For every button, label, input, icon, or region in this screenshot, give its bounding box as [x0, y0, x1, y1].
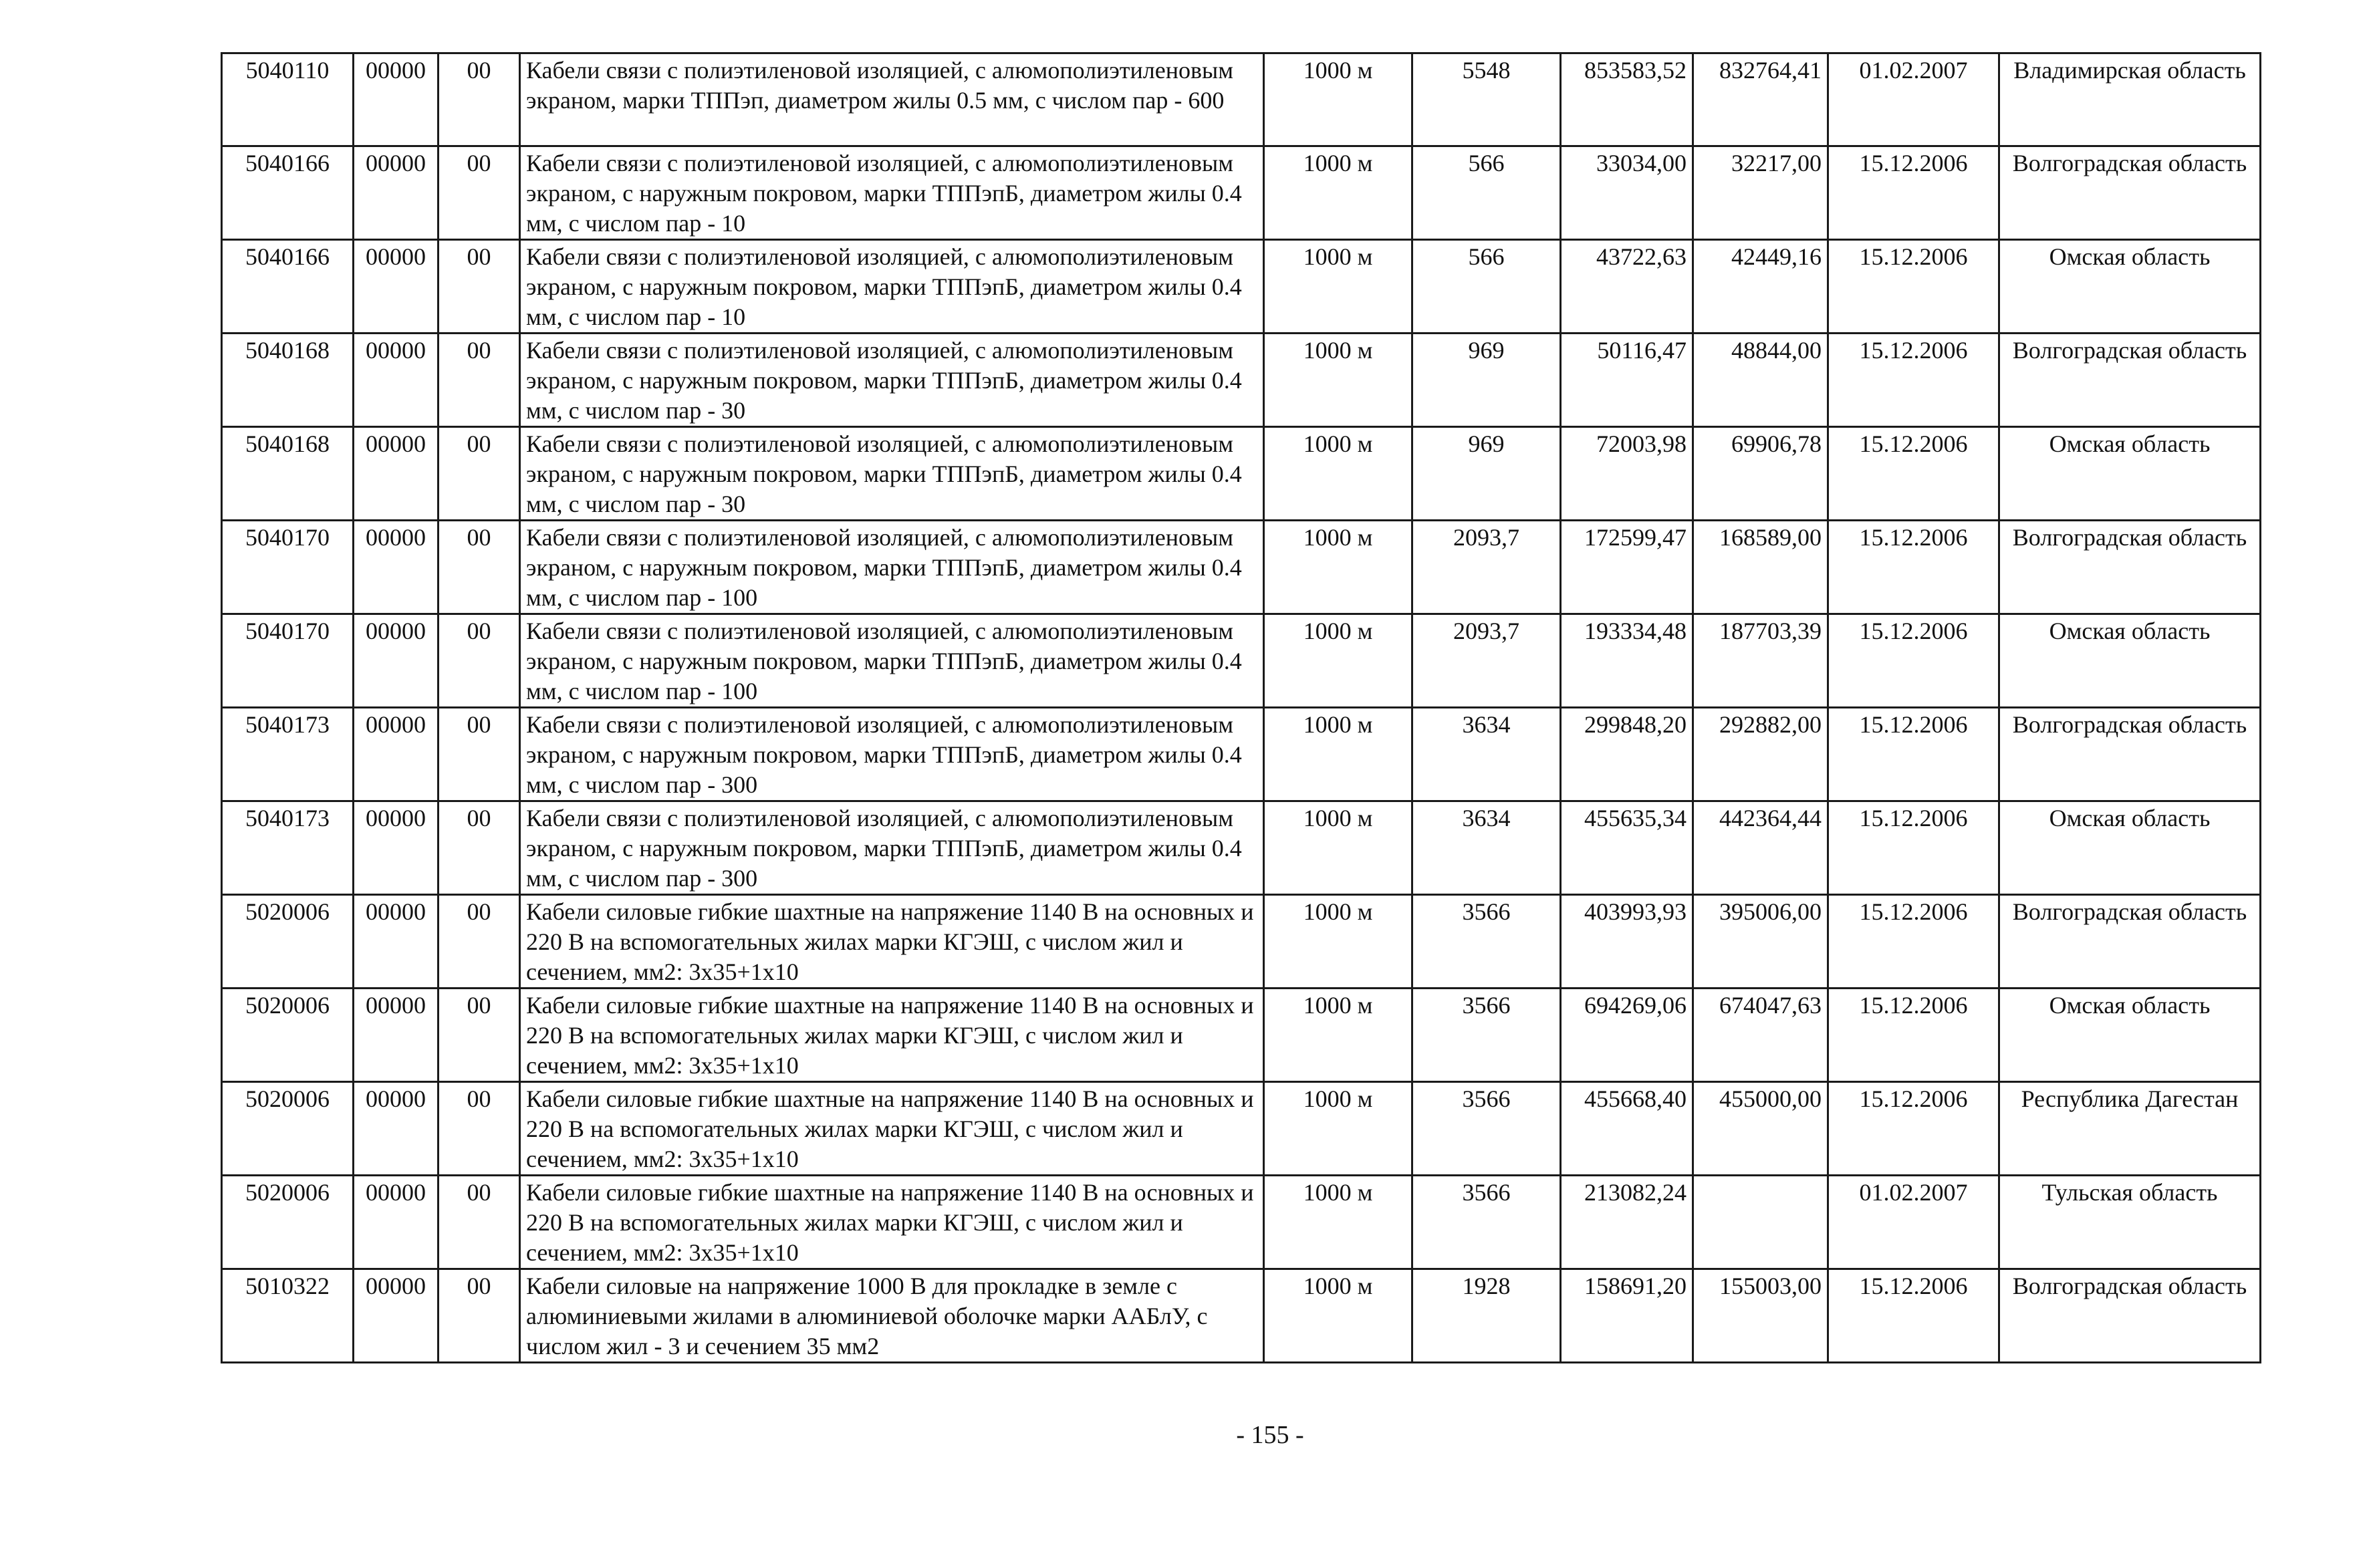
table-row: [222, 1176, 2261, 1269]
cell-subcode: 00000: [354, 989, 439, 1082]
cell-code: 5040168: [222, 334, 354, 427]
cell-region: Волгоградская область: [1999, 334, 2261, 427]
cell-name: Кабели связи с полиэтиленовой изоляцией, с алюмополиэтиленовым экраном, с наружным покровом, марки ТППэпБ, диаметром жилы 0.4 мм, с числом пар - 10: [520, 240, 1264, 334]
table-body: [222, 53, 2261, 1363]
cell-code: 5040170: [222, 614, 354, 708]
cell-price: 2093,7: [1412, 614, 1561, 708]
cell-name: Кабели силовые гибкие шахтные на напряжение 1140 В на основных и 220 В на вспомогательных жилах марки КГЭШ, с числом жил и сечением, мм2: 3х35+1х10: [520, 895, 1264, 989]
cell-price-net: 172599,47: [1561, 521, 1693, 614]
cell-unit: 1000 м: [1264, 334, 1412, 427]
cell-price-net: 193334,48: [1561, 614, 1693, 708]
cell-extension: 00: [439, 989, 520, 1082]
cell-price: 3634: [1412, 801, 1561, 895]
table-row: [222, 240, 2261, 334]
cell-price-net: 403993,93: [1561, 895, 1693, 989]
cell-price-alt: 187703,39: [1693, 614, 1828, 708]
cell-date: 15.12.2006: [1828, 1269, 1999, 1363]
cell-name: Кабели связи с полиэтиленовой изоляцией, с алюмополиэтиленовым экраном, с наружным покровом, марки ТППэпБ, диаметром жилы 0.4 мм, с числом пар - 100: [520, 521, 1264, 614]
cell-unit: 1000 м: [1264, 240, 1412, 334]
cell-price-net: 213082,24: [1561, 1176, 1693, 1269]
cell-price-net: 72003,98: [1561, 427, 1693, 521]
cell-unit: 1000 м: [1264, 1082, 1412, 1176]
cell-price: 969: [1412, 334, 1561, 427]
table-row: [222, 521, 2261, 614]
cell-subcode: 00000: [354, 53, 439, 146]
cell-unit: 1000 м: [1264, 614, 1412, 708]
cell-price-alt: 395006,00: [1693, 895, 1828, 989]
table-row: [222, 989, 2261, 1082]
cell-date: 15.12.2006: [1828, 146, 1999, 240]
cell-price-net: 853583,52: [1561, 53, 1693, 146]
cell-name: Кабели силовые на напряжение 1000 В для прокладке в земле с алюминиевыми жилами в алюминиевой оболочке марки ААБлУ, с числом жил - 3 и сечением 35 мм2: [520, 1269, 1264, 1363]
cell-extension: 00: [439, 334, 520, 427]
cell-unit: 1000 м: [1264, 427, 1412, 521]
cell-region: Тульская область: [1999, 1176, 2261, 1269]
cell-code: 5020006: [222, 1082, 354, 1176]
cell-price: 5548: [1412, 53, 1561, 146]
cell-price: 2093,7: [1412, 521, 1561, 614]
cell-region: Волгоградская область: [1999, 1269, 2261, 1363]
cell-unit: 1000 м: [1264, 708, 1412, 801]
cell-price-net: 694269,06: [1561, 989, 1693, 1082]
cell-price-alt: 292882,00: [1693, 708, 1828, 801]
cell-extension: 00: [439, 240, 520, 334]
table-row: [222, 1082, 2261, 1176]
cell-name: Кабели силовые гибкие шахтные на напряжение 1140 В на основных и 220 В на вспомогательных жилах марки КГЭШ, с числом жил и сечением, мм2: 3х35+1х10: [520, 1082, 1264, 1176]
cell-date: 15.12.2006: [1828, 427, 1999, 521]
cell-region: Волгоградская область: [1999, 708, 2261, 801]
cell-price-net: 33034,00: [1561, 146, 1693, 240]
cell-price: 566: [1412, 146, 1561, 240]
cell-region: Владимирская область: [1999, 53, 2261, 146]
cell-unit: 1000 м: [1264, 801, 1412, 895]
cell-code: 5040170: [222, 521, 354, 614]
cell-date: 15.12.2006: [1828, 989, 1999, 1082]
table-row: [222, 614, 2261, 708]
cell-price-alt: 832764,41: [1693, 53, 1828, 146]
cell-extension: 00: [439, 708, 520, 801]
cell-subcode: 00000: [354, 334, 439, 427]
cell-subcode: 00000: [354, 801, 439, 895]
cell-price-alt: 69906,78: [1693, 427, 1828, 521]
cell-code: 5040110: [222, 53, 354, 146]
cell-price: 3566: [1412, 989, 1561, 1082]
cell-price-net: 299848,20: [1561, 708, 1693, 801]
cell-region: Омская область: [1999, 614, 2261, 708]
cell-region: Волгоградская область: [1999, 146, 2261, 240]
cell-extension: 00: [439, 801, 520, 895]
cell-subcode: 00000: [354, 146, 439, 240]
cell-unit: 1000 м: [1264, 53, 1412, 146]
cell-subcode: 00000: [354, 1176, 439, 1269]
cell-date: 01.02.2007: [1828, 53, 1999, 146]
cell-subcode: 00000: [354, 895, 439, 989]
cell-subcode: 00000: [354, 240, 439, 334]
cell-price-alt: 42449,16: [1693, 240, 1828, 334]
cell-unit: 1000 м: [1264, 989, 1412, 1082]
cell-region: Омская область: [1999, 801, 2261, 895]
cell-price: 3634: [1412, 708, 1561, 801]
cell-code: 5040166: [222, 240, 354, 334]
cell-region: Волгоградская область: [1999, 895, 2261, 989]
cell-name: Кабели связи с полиэтиленовой изоляцией, с алюмополиэтиленовым экраном, с наружным покровом, марки ТППэпБ, диаметром жилы 0.4 мм, с числом пар - 300: [520, 708, 1264, 801]
cell-name: Кабели силовые гибкие шахтные на напряжение 1140 В на основных и 220 В на вспомогательных жилах марки КГЭШ, с числом жил и сечением, мм2: 3х35+1х10: [520, 1176, 1264, 1269]
cell-region: Республика Дагестан: [1999, 1082, 2261, 1176]
table-row: [222, 801, 2261, 895]
cell-subcode: 00000: [354, 427, 439, 521]
table-row: [222, 53, 2261, 146]
price-table: [221, 52, 2261, 1363]
cell-subcode: 00000: [354, 521, 439, 614]
cell-code: 5010322: [222, 1269, 354, 1363]
cell-name: Кабели связи с полиэтиленовой изоляцией, с алюмополиэтиленовым экраном, с наружным покровом, марки ТППэпБ, диаметром жилы 0.4 мм, с числом пар - 300: [520, 801, 1264, 895]
table-row: [222, 1269, 2261, 1363]
cell-subcode: 00000: [354, 614, 439, 708]
cell-extension: 00: [439, 1269, 520, 1363]
table-row: [222, 895, 2261, 989]
cell-region: Омская область: [1999, 989, 2261, 1082]
cell-region: Волгоградская область: [1999, 521, 2261, 614]
cell-price-alt: 674047,63: [1693, 989, 1828, 1082]
table-row: [222, 708, 2261, 801]
cell-price: 3566: [1412, 895, 1561, 989]
table-row: [222, 334, 2261, 427]
cell-name: Кабели связи с полиэтиленовой изоляцией, с алюмополиэтиленовым экраном, с наружным покровом, марки ТППэпБ, диаметром жилы 0.4 мм, с числом пар - 100: [520, 614, 1264, 708]
cell-extension: 00: [439, 895, 520, 989]
cell-unit: 1000 м: [1264, 1176, 1412, 1269]
cell-code: 5040166: [222, 146, 354, 240]
cell-extension: 00: [439, 146, 520, 240]
cell-price-alt: 168589,00: [1693, 521, 1828, 614]
cell-price-net: 43722,63: [1561, 240, 1693, 334]
cell-price: 3566: [1412, 1176, 1561, 1269]
table-row: [222, 427, 2261, 521]
cell-date: 15.12.2006: [1828, 240, 1999, 334]
cell-extension: 00: [439, 427, 520, 521]
cell-subcode: 00000: [354, 1269, 439, 1363]
cell-unit: 1000 м: [1264, 146, 1412, 240]
cell-price: 969: [1412, 427, 1561, 521]
cell-price: 1928: [1412, 1269, 1561, 1363]
cell-region: Омская область: [1999, 240, 2261, 334]
cell-code: 5020006: [222, 895, 354, 989]
page-number: - 155 -: [1236, 1421, 1304, 1449]
cell-price-alt: 32217,00: [1693, 146, 1828, 240]
cell-date: 15.12.2006: [1828, 521, 1999, 614]
cell-date: 01.02.2007: [1828, 1176, 1999, 1269]
cell-unit: 1000 м: [1264, 1269, 1412, 1363]
cell-price-net: 158691,20: [1561, 1269, 1693, 1363]
cell-unit: 1000 м: [1264, 521, 1412, 614]
cell-name: Кабели связи с полиэтиленовой изоляцией, с алюмополиэтиленовым экраном, марки ТППэп, диаметром жилы 0.5 мм, с числом пар - 600: [520, 53, 1264, 146]
cell-date: 15.12.2006: [1828, 334, 1999, 427]
cell-name: Кабели силовые гибкие шахтные на напряжение 1140 В на основных и 220 В на вспомогательных жилах марки КГЭШ, с числом жил и сечением, мм2: 3х35+1х10: [520, 989, 1264, 1082]
cell-date: 15.12.2006: [1828, 1082, 1999, 1176]
cell-code: 5020006: [222, 1176, 354, 1269]
cell-price-alt: 48844,00: [1693, 334, 1828, 427]
cell-name: Кабели связи с полиэтиленовой изоляцией, с алюмополиэтиленовым экраном, с наружным покровом, марки ТППэпБ, диаметром жилы 0.4 мм, с числом пар - 30: [520, 427, 1264, 521]
cell-date: 15.12.2006: [1828, 614, 1999, 708]
cell-code: 5040173: [222, 801, 354, 895]
cell-price-alt: [1693, 1176, 1828, 1269]
cell-subcode: 00000: [354, 708, 439, 801]
cell-price-alt: 442364,44: [1693, 801, 1828, 895]
cell-code: 5040168: [222, 427, 354, 521]
cell-subcode: 00000: [354, 1082, 439, 1176]
cell-code: 5040173: [222, 708, 354, 801]
cell-extension: 00: [439, 521, 520, 614]
cell-price-alt: 455000,00: [1693, 1082, 1828, 1176]
cell-price: 566: [1412, 240, 1561, 334]
cell-name: Кабели связи с полиэтиленовой изоляцией, с алюмополиэтиленовым экраном, с наружным покровом, марки ТППэпБ, диаметром жилы 0.4 мм, с числом пар - 10: [520, 146, 1264, 240]
cell-price-alt: 155003,00: [1693, 1269, 1828, 1363]
cell-region: Омская область: [1999, 427, 2261, 521]
cell-price-net: 455635,34: [1561, 801, 1693, 895]
cell-date: 15.12.2006: [1828, 801, 1999, 895]
cell-date: 15.12.2006: [1828, 708, 1999, 801]
cell-price: 3566: [1412, 1082, 1561, 1176]
table-row: [222, 146, 2261, 240]
cell-extension: 00: [439, 53, 520, 146]
cell-price-net: 50116,47: [1561, 334, 1693, 427]
cell-name: Кабели связи с полиэтиленовой изоляцией, с алюмополиэтиленовым экраном, с наружным покровом, марки ТППэпБ, диаметром жилы 0.4 мм, с числом пар - 30: [520, 334, 1264, 427]
cell-code: 5020006: [222, 989, 354, 1082]
cell-extension: 00: [439, 1176, 520, 1269]
cell-price-net: 455668,40: [1561, 1082, 1693, 1176]
cell-extension: 00: [439, 1082, 520, 1176]
cell-extension: 00: [439, 614, 520, 708]
cell-unit: 1000 м: [1264, 895, 1412, 989]
cell-date: 15.12.2006: [1828, 895, 1999, 989]
